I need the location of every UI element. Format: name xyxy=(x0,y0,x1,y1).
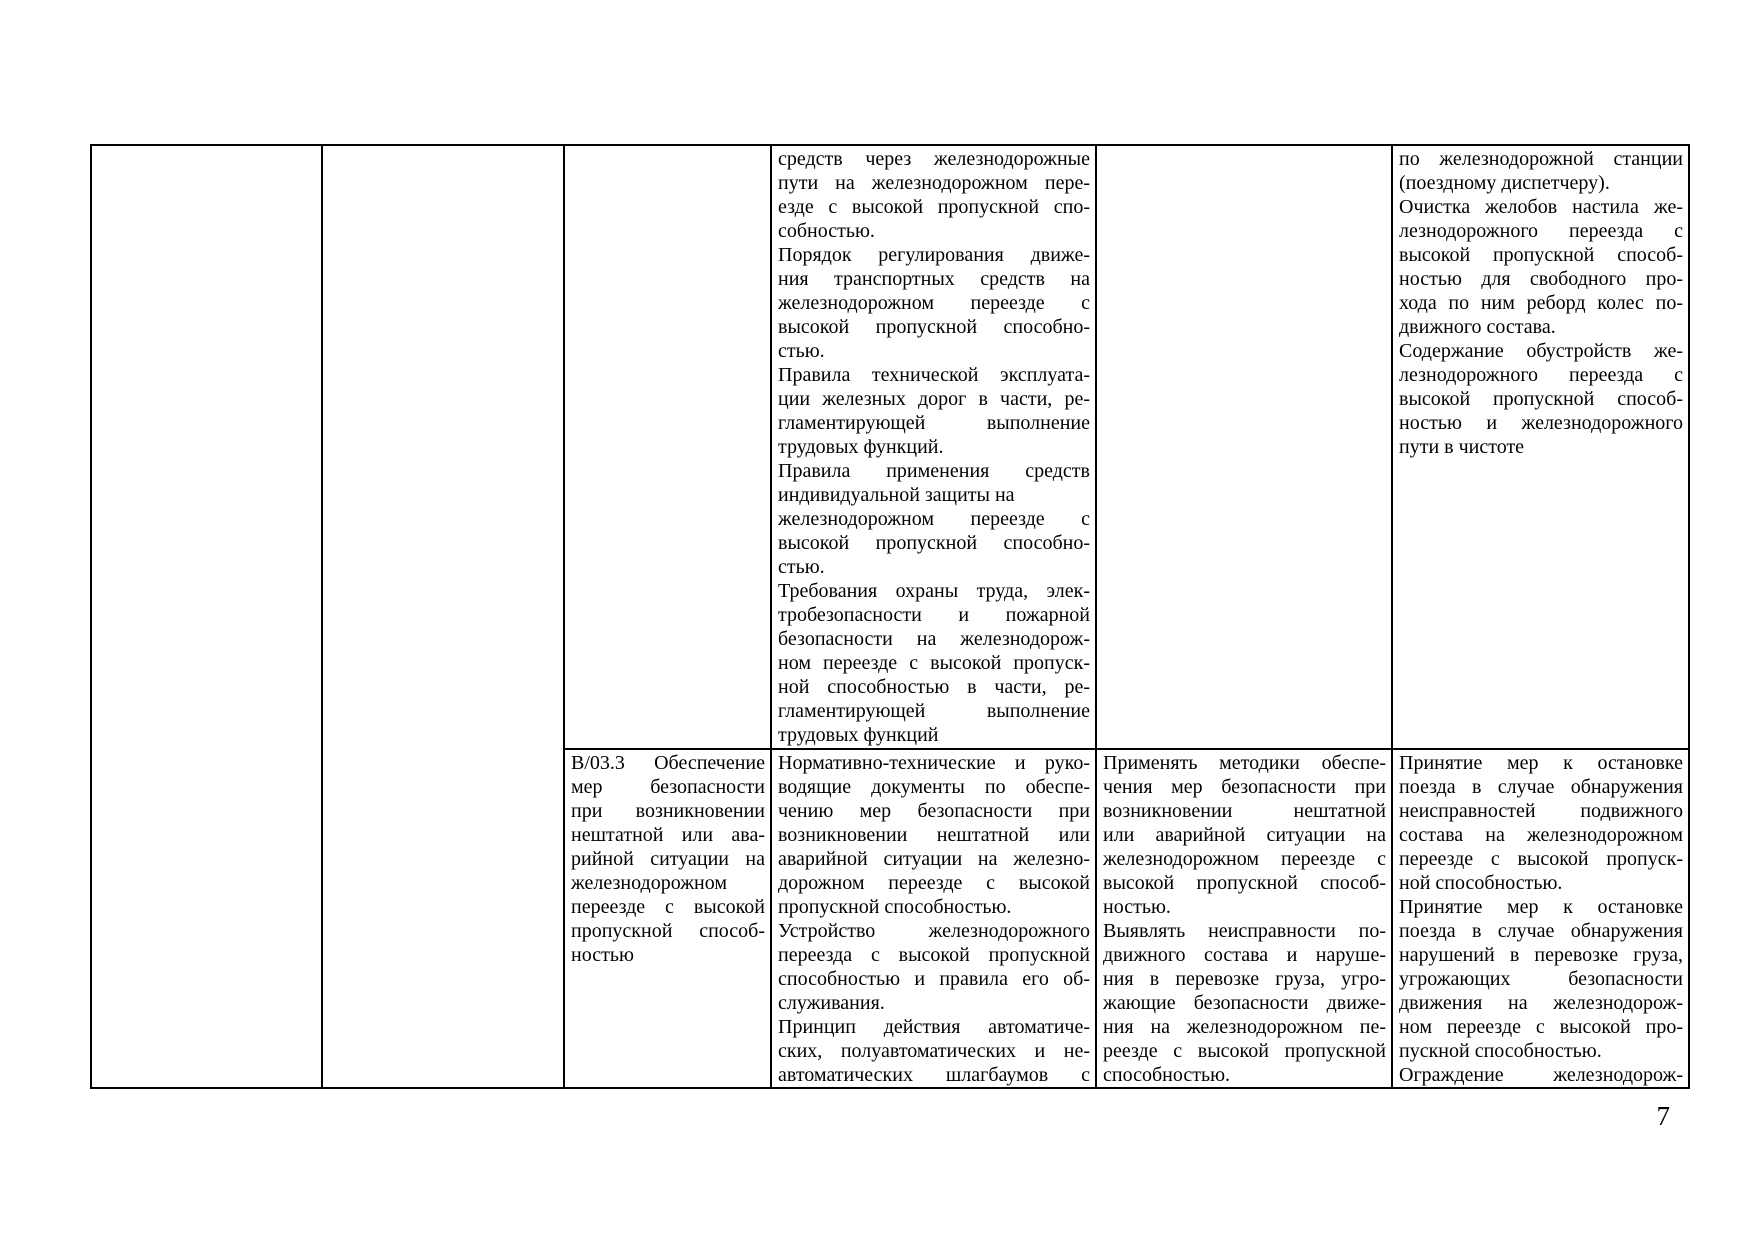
text-line: стью. xyxy=(778,340,825,362)
paragraph xyxy=(1399,895,1683,1063)
paragraph xyxy=(1399,147,1683,195)
paragraph xyxy=(571,751,765,967)
text-line: (поездному диспетчеру). xyxy=(1399,172,1610,194)
text-line: высокой пропускной способ- xyxy=(1399,244,1683,266)
text-line: способностью. xyxy=(1103,1064,1231,1086)
text-line: железнодорожном xyxy=(571,872,728,894)
text-line: чения мер безопасности при xyxy=(1103,776,1386,798)
text-line: ном переезде с высокой пропуск- xyxy=(778,652,1090,674)
paragraph xyxy=(778,751,1090,919)
text-line: высокой пропускной способно- xyxy=(778,532,1090,554)
text-line: ния на железнодорожном пе- xyxy=(1103,1016,1386,1038)
text-line: ной способностью в части, ре- xyxy=(778,676,1090,698)
cell-knowledge-row2 xyxy=(772,750,1097,1087)
text-line: Правила технической эксплуата- xyxy=(778,364,1090,386)
paragraph xyxy=(1399,339,1683,459)
text-line: дорожном переезде с высокой xyxy=(778,872,1090,894)
text-line: ностью и железнодорожного xyxy=(1399,412,1683,434)
text-line: аварийной ситуации на железно- xyxy=(778,848,1090,870)
text-line: пути в чистоте xyxy=(1399,436,1525,458)
text-line: возникновении нештатной xyxy=(1103,800,1386,822)
text-line: Устройство железнодорожного xyxy=(778,920,1090,942)
text-line: нештатной или ава- xyxy=(571,824,765,846)
text-line: езде с высокой пропускной спо- xyxy=(778,196,1090,218)
text-line: служивания. xyxy=(778,992,885,1014)
text-line: при возникновении xyxy=(571,800,765,822)
text-line: пропускной способностью. xyxy=(778,896,1012,918)
text-line: жающие безопасности движе- xyxy=(1103,992,1386,1014)
text-line: угрожающих безопасности xyxy=(1399,968,1683,990)
text-line: по железнодорожной станции xyxy=(1399,148,1683,170)
text-line: Правила применения средств xyxy=(778,460,1090,482)
text-line: Принцип действия автоматиче- xyxy=(778,1016,1090,1038)
paragraph xyxy=(1399,195,1683,339)
text-line: ном переезде с высокой про- xyxy=(1399,1016,1683,1038)
paragraph xyxy=(1399,1063,1683,1087)
text-line: или аварийной ситуации на xyxy=(1103,824,1386,846)
text-line: поезда в случае обнаружения xyxy=(1399,776,1683,798)
text-line: автоматических шлагбаумов с xyxy=(778,1064,1090,1086)
text-line: способностью и правила его об- xyxy=(778,968,1090,990)
text-line: мер безопасности xyxy=(571,776,765,798)
text-line: рийной ситуации на xyxy=(571,848,765,870)
competency-table xyxy=(90,144,1690,1089)
paragraph xyxy=(1103,751,1386,919)
text-line: трудовых функций. xyxy=(778,436,944,458)
text-line: переезда с высокой пропускной xyxy=(778,944,1090,966)
text-line: высокой пропускной способ- xyxy=(1103,872,1386,894)
text-line: водящие документы по обеспе- xyxy=(778,776,1090,798)
paragraph xyxy=(778,1015,1090,1087)
cell-labor-actions-row1 xyxy=(1393,146,1688,750)
cell-skills-row2 xyxy=(1097,750,1393,1087)
text-line: движного состава. xyxy=(1399,316,1556,338)
text-line: ния в перевозке груза, угро- xyxy=(1103,968,1386,990)
cell-col1-empty-continued xyxy=(92,146,323,1087)
text-line: высокой пропускной способ- xyxy=(1399,388,1683,410)
paragraph xyxy=(778,243,1090,363)
text-line: Выявлять неисправности по- xyxy=(1103,920,1386,942)
text-line: железнодорожном переезде с xyxy=(778,508,1090,530)
paragraph xyxy=(778,147,1090,243)
text-line: лезнодорожного переезда с xyxy=(1399,220,1683,242)
text-line: железнодорожном переезде с xyxy=(1103,848,1386,870)
text-line: движения на железнодорож- xyxy=(1399,992,1683,1014)
text-line: пропускной способ- xyxy=(571,920,765,942)
paragraph xyxy=(1399,751,1683,895)
paragraph xyxy=(778,919,1090,1015)
text-line: ной способностью. xyxy=(1399,872,1563,894)
text-line: переезде с высокой xyxy=(571,896,765,918)
text-line: переезде с высокой пропуск- xyxy=(1399,848,1683,870)
paragraph xyxy=(1103,919,1386,1087)
text-line: Порядок регулирования движе- xyxy=(778,244,1090,266)
text-line: реезде с высокой пропускной xyxy=(1103,1040,1386,1062)
paragraph xyxy=(778,363,1090,459)
text-line: движного состава и наруше- xyxy=(1103,944,1386,966)
text-line: высокой пропускной способно- xyxy=(778,316,1090,338)
text-line: Принятие мер к остановке xyxy=(1399,896,1683,918)
text-line: стью. xyxy=(778,556,825,578)
text-line: неисправностей подвижного xyxy=(1399,800,1683,822)
text-line: Очистка желобов настила же- xyxy=(1399,196,1683,218)
text-line: ностью. xyxy=(1103,896,1171,918)
text-line: возникновении нештатной или xyxy=(778,824,1090,846)
text-line: гламентирующей выполнение xyxy=(778,700,1090,722)
text-line: пути на железнодорожном пере- xyxy=(778,172,1090,194)
text-line: ции железных дорог в части, ре- xyxy=(778,388,1090,410)
text-line: Ограждение железнодорож- xyxy=(1399,1064,1683,1086)
text-line: пускной способностью. xyxy=(1399,1040,1602,1062)
cell-skills-row1-empty xyxy=(1097,146,1393,750)
cell-labor-function-row2 xyxy=(565,750,772,1087)
text-line: Нормативно-технические и руко- xyxy=(778,752,1090,774)
cell-labor-function-row1-empty xyxy=(565,146,772,750)
text-line: хода по ним реборд колес по- xyxy=(1399,292,1683,314)
cell-knowledge-row1 xyxy=(772,146,1097,750)
text-line: Применять методики обеспе- xyxy=(1103,752,1386,774)
text-line: поезда в случае обнаружения xyxy=(1399,920,1683,942)
text-line: Содержание обустройств же- xyxy=(1399,340,1683,362)
text-line: безопасности на железнодорож- xyxy=(778,628,1090,650)
text-line: нарушений в перевозке груза, xyxy=(1399,944,1683,966)
text-line: ских, полуавтоматических и не- xyxy=(778,1040,1090,1062)
text-line: тробезопасности и пожарной xyxy=(778,604,1090,626)
text-line: трудовых функций xyxy=(778,724,939,746)
text-line: Требования охраны труда, элек- xyxy=(778,580,1090,602)
text-line: ностью xyxy=(571,944,634,966)
paragraph xyxy=(778,459,1090,579)
text-line: средств через железнодорожные xyxy=(778,148,1090,170)
text-line: ностью для свободного про- xyxy=(1399,268,1683,290)
cell-labor-actions-row2 xyxy=(1393,750,1688,1087)
text-line: чению мер безопасности при xyxy=(778,800,1090,822)
text-line: состава на железнодорожном xyxy=(1399,824,1683,846)
text-line: ния транспортных средств на xyxy=(778,268,1090,290)
text-line: индивидуальной защиты на xyxy=(778,484,1015,506)
paragraph xyxy=(778,579,1090,747)
page-number: 7 xyxy=(1656,1101,1670,1131)
text-line: Принятие мер к остановке xyxy=(1399,752,1683,774)
text-line: собностью. xyxy=(778,220,875,242)
text-line: железнодорожном переезде с xyxy=(778,292,1090,314)
text-line: В/03.3 Обеспечение xyxy=(571,752,765,774)
cell-col2-empty-continued xyxy=(323,146,565,1087)
text-line: гламентирующей выполнение xyxy=(778,412,1090,434)
text-line: лезнодорожного переезда с xyxy=(1399,364,1683,386)
